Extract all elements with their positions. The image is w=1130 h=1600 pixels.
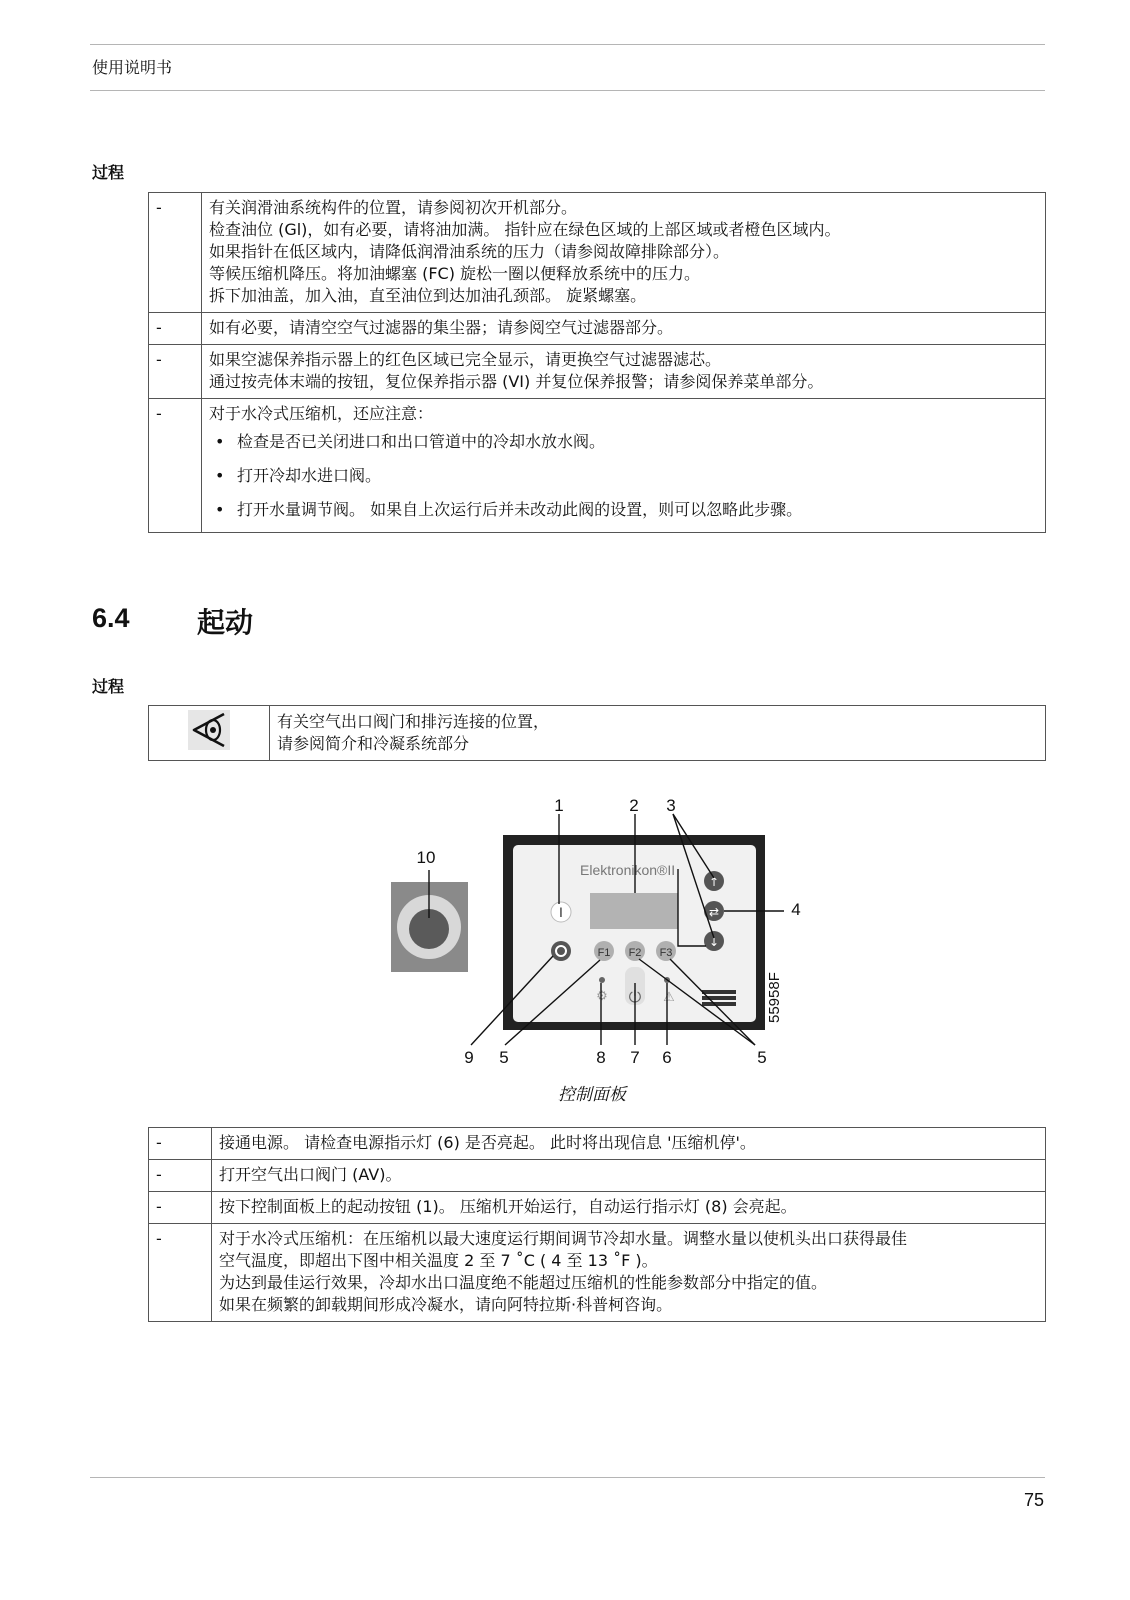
table-row	[149, 193, 1046, 313]
text-line: 通过按壳体末端的按钮，复位保养指示器 (VI) 并复位保养报警；请参阅保养菜单部分。	[209, 372, 824, 391]
row-text	[202, 345, 1046, 399]
text-line: 拆下加油盖，加入油，直至油位到达加油孔颈部。 旋紧螺塞。	[209, 286, 647, 305]
table-row	[149, 706, 1046, 761]
text-line: 有关润滑油系统构件的位置，请参阅初次开机部分。	[209, 198, 578, 217]
text-line: 如果在频繁的卸载期间形成冷凝水，请向阿特拉斯·科普柯咨询。	[219, 1295, 673, 1314]
procedure-label: 过程	[92, 163, 125, 182]
table-row	[149, 1192, 1046, 1224]
callout-number: 2	[629, 796, 639, 815]
control-panel-drawing	[380, 790, 820, 1080]
table-row	[149, 399, 1046, 533]
text-line: 对于水冷式压缩机：在压缩机以最大速度运行期间调节冷却水量。调整水量以使机头出口获得最佳	[219, 1229, 908, 1248]
callout-number: 7	[630, 1048, 640, 1067]
callout-number: 1	[554, 796, 564, 815]
text-line: 空气温度，即超出下图中相关温度 2 至 7 ˚C ( 4 至 13 ˚F )。	[219, 1251, 658, 1270]
row-dash: -	[149, 1160, 212, 1192]
table-row	[149, 345, 1046, 399]
note-icon-cell	[149, 706, 270, 761]
table-row	[149, 1224, 1046, 1322]
row-dash: -	[149, 193, 202, 313]
procedure-table-startup	[148, 1127, 1046, 1322]
row-text	[202, 193, 1046, 313]
function-key-label: F1	[597, 947, 611, 959]
table-row	[149, 1160, 1046, 1192]
row-dash: -	[149, 313, 202, 345]
footer-rule	[90, 1477, 1045, 1478]
row-dash: -	[149, 1128, 212, 1160]
text-line: 接通电源。 请检查电源指示灯 (6) 是否亮起。 此时将出现信息 '压缩机停'。	[219, 1133, 756, 1152]
auto-run-icon: ⚙	[596, 989, 608, 1004]
row-text	[202, 399, 1046, 533]
callout-number: 5	[757, 1048, 767, 1067]
table-row	[149, 1128, 1046, 1160]
panel-code: 55958F	[766, 972, 783, 1023]
figure-caption: 控制面板	[558, 1085, 626, 1105]
warning-icon: ⚠	[663, 990, 675, 1005]
row-text	[212, 1128, 1046, 1160]
row-text	[202, 313, 1046, 345]
row-dash: -	[149, 1224, 212, 1322]
start-button-symbol: I	[559, 904, 563, 920]
text-line: 等候压缩机降压。将加油螺塞 (FC) 旋松一圈以便释放系统中的压力。	[209, 264, 701, 283]
callout-number: 9	[464, 1048, 474, 1067]
row-dash: -	[149, 1192, 212, 1224]
list-item: • 打开冷却水进口阀。	[209, 465, 1038, 487]
table-row	[149, 313, 1046, 345]
list-item: • 检查是否已关闭进口和出口管道中的冷却水放水阀。	[209, 431, 1038, 453]
row-dash: -	[149, 399, 202, 533]
function-key-label: F2	[628, 947, 642, 959]
header-top-rule	[90, 44, 1045, 45]
note-table	[148, 705, 1046, 761]
power-icon: ⏻	[628, 987, 642, 1006]
procedure-table-maintenance	[148, 192, 1046, 533]
callout-number: 3	[666, 796, 676, 815]
text-line: 请参阅简介和冷凝系统部分	[277, 733, 470, 753]
stop-button	[551, 941, 571, 961]
down-arrow-icon: ↓	[708, 935, 720, 949]
note-text	[270, 706, 1046, 761]
section-number: 6.4	[92, 603, 130, 633]
auto-run-led	[599, 977, 605, 983]
text-line: 检查油位 (Gl)，如有必要，请将油加满。 指针应在绿色区域的上部区域或者橙色区域内。	[209, 220, 841, 239]
text-line: 打开空气出口阀门 (AV)。	[219, 1165, 402, 1184]
brand-logo-bar	[702, 1002, 736, 1006]
list-item: • 打开水量调节阀。 如果自上次运行后并未改动此阀的设置，则可以忽略此步骤。	[209, 499, 1038, 521]
row-text	[212, 1224, 1046, 1322]
section-title: 起动	[197, 606, 254, 639]
callout-number: 8	[596, 1048, 606, 1067]
bullet-list	[209, 431, 1038, 521]
procedure-label: 过程	[92, 677, 125, 696]
text-line: 按下控制面板上的起动按钮 (1)。 压缩机开始运行，自动运行指示灯 (8) 会亮起。	[219, 1197, 797, 1216]
text-line: 为达到最佳运行效果，冷却水出口温度绝不能超过压缩机的性能参数部分中指定的值。	[219, 1273, 828, 1292]
row-text	[212, 1192, 1046, 1224]
document-header-title: 使用说明书	[92, 58, 173, 77]
text-line: 如果指针在低区域内，请降低润滑油系统的压力（请参阅故障排除部分）。	[209, 242, 730, 261]
text-line: 有关空气出口阀门和排污连接的位置，	[277, 711, 550, 731]
header-bottom-rule	[90, 90, 1045, 91]
panel-brand-label: Elektronikon®II	[580, 862, 676, 878]
row-dash: -	[149, 345, 202, 399]
text-line: 如有必要，请清空空气过滤器的集尘器；请参阅空气过滤器部分。	[209, 318, 674, 337]
callout-number: 10	[416, 848, 436, 867]
up-arrow-icon: ↑	[708, 875, 720, 889]
callout-number: 6	[662, 1048, 672, 1067]
brand-logo-bar	[702, 990, 736, 994]
page-number: 75	[1024, 1490, 1045, 1510]
callout-number: 5	[499, 1048, 509, 1067]
function-key-label: F3	[659, 947, 673, 959]
text-line: 如果空滤保养指示器上的红色区域已完全显示，请更换空气过滤器滤芯。	[209, 350, 722, 369]
callout-number: 4	[791, 900, 801, 919]
panel-display	[590, 893, 678, 929]
text-line: 对于水冷式压缩机，还应注意：	[209, 404, 434, 423]
tab-arrows-icon: ⇄	[708, 905, 720, 919]
control-panel-figure	[380, 790, 820, 1080]
eye-icon	[184, 708, 234, 752]
row-text	[212, 1160, 1046, 1192]
